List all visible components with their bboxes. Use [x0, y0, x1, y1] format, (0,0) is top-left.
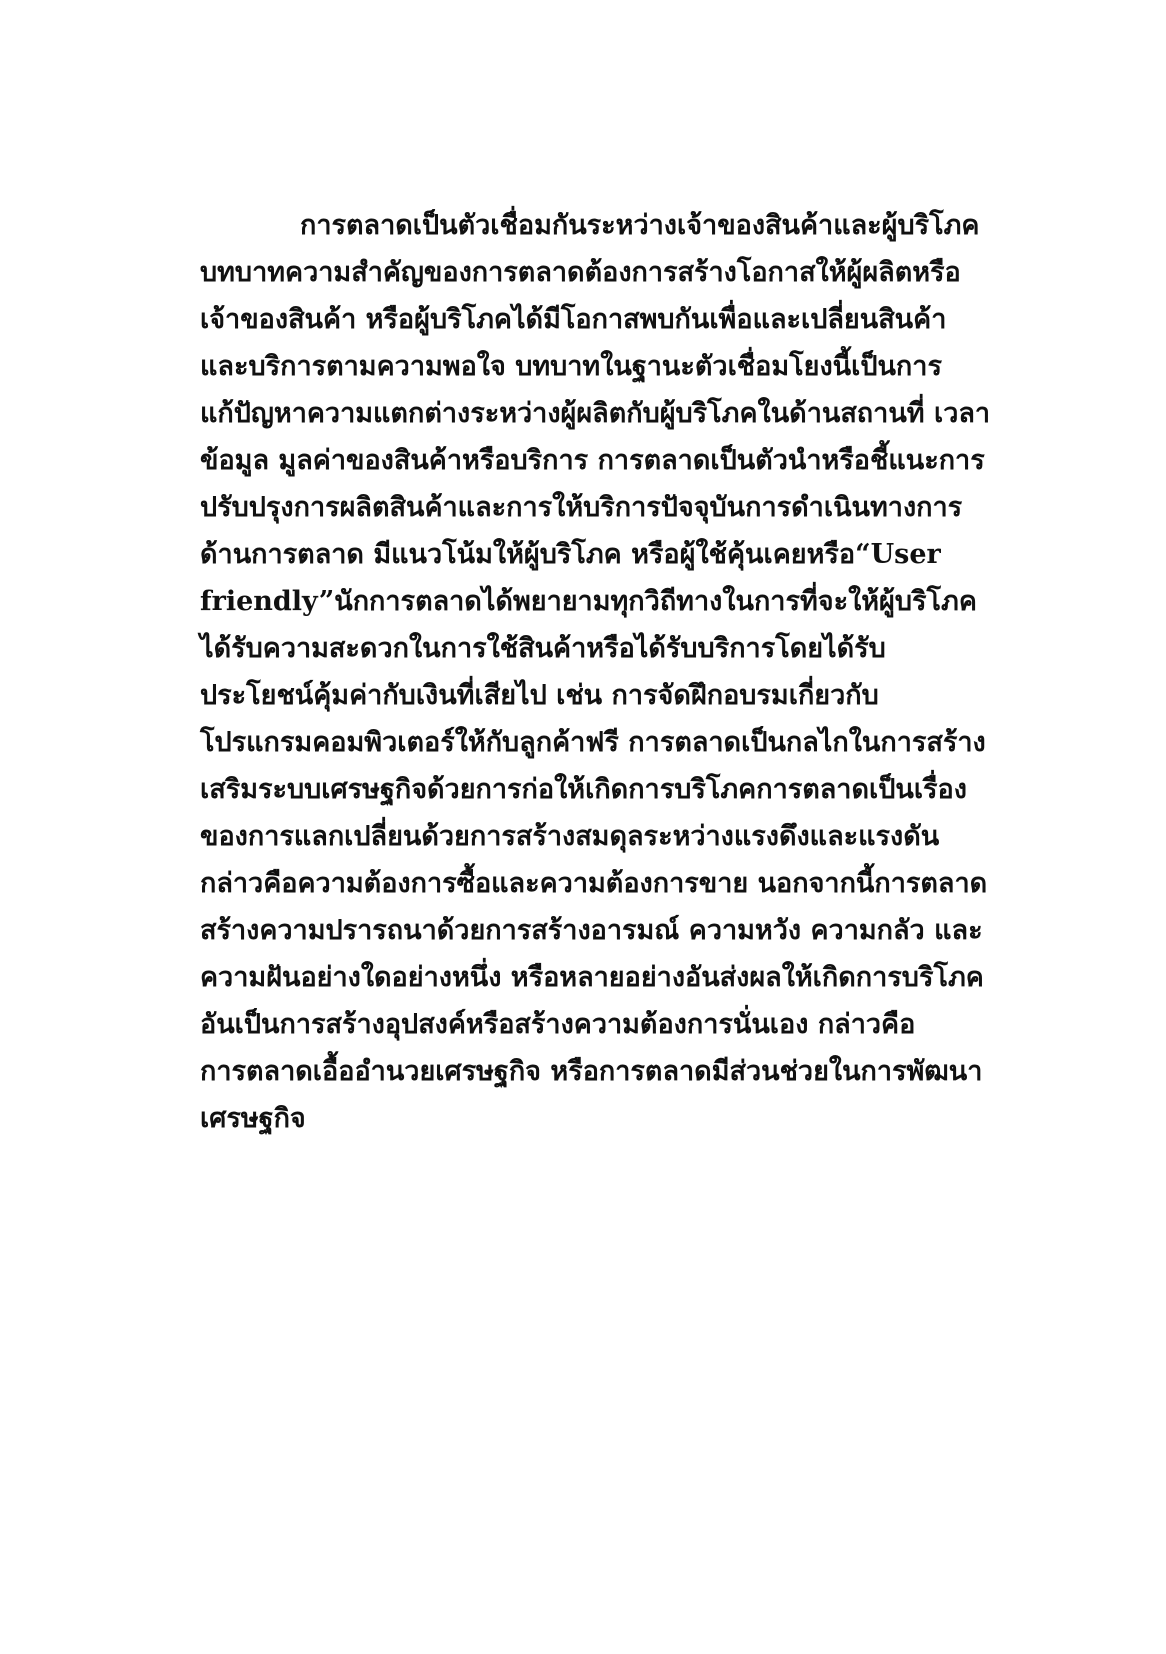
paragraph-line: เจ้าของสินค้า หรือผู้บริโภคได้มีโอกาสพบกันเพื่อและเปลี่ยนสินค้า — [200, 304, 947, 335]
paragraph-line: การตลาดเอื้ออำนวยเศรษฐกิจ หรือการตลาดมีส่วนช่วยในการพัฒนา — [200, 1056, 983, 1087]
paragraph-line: ของการแลกเปลี่ยนด้วยการสร้างสมดุลระหว่างแรงดึงและแรงดัน — [200, 821, 940, 852]
paragraph-line: ข้อมูล มูลค่าของสินค้าหรือบริการ การตลาดเป็นตัวนำหรือชี้แนะการ — [200, 445, 985, 476]
paragraph-line: ประโยชน์คุ้มค่ากับเงินที่เสียไป เช่น การจัดฝึกอบรมเกี่ยวกับ — [200, 680, 879, 711]
paragraph-line: เศรษฐกิจ — [200, 1103, 306, 1134]
paragraph-line: ด้านการตลาด มีแนวโน้มให้ผู้บริโภค หรือผู้ใช้คุ้นเคยหรือ“User — [200, 539, 941, 570]
paragraph-line: การตลาดเป็นตัวเชื่อมกันระหว่างเจ้าของสินค้าและผู้บริโภค — [300, 210, 980, 241]
paragraph-line: และบริการตามความพอใจ บทบาทในฐานะตัวเชื่อมโยงนี้เป็นการ — [200, 351, 942, 382]
paragraph-line: เสริมระบบเศรษฐกิจด้วยการก่อให้เกิดการบริโภคการตลาดเป็นเรื่อง — [200, 774, 967, 805]
paragraph-line: สร้างความปรารถนาด้วยการสร้างอารมณ์ ความหวัง ความกลัว และ — [200, 915, 983, 946]
paragraph-line: friendly”นักการตลาดได้พยายามทุกวิถีทางในการที่จะให้ผู้บริโภค — [200, 586, 977, 617]
paragraph-line: ปรับปรุงการผลิตสินค้าและการให้บริการปัจจุบันการดำเนินทางการ — [200, 492, 963, 523]
paragraph-line: อันเป็นการสร้างอุปสงค์หรือสร้างความต้องการนั่นเอง กล่าวคือ — [200, 1009, 916, 1040]
paragraph-line: ความฝันอย่างใดอย่างหนึ่ง หรือหลายอย่างอันส่งผลให้เกิดการบริโภค — [200, 962, 984, 993]
paragraph-line: กล่าวคือความต้องการซื้อและความต้องการขาย นอกจากนี้การตลาด — [200, 868, 988, 899]
paragraph-line: แก้ปัญหาความแตกต่างระหว่างผู้ผลิตกับผู้บริโภคในด้านสถานที่ เวลา — [200, 398, 991, 429]
paragraph-line: ได้รับความสะดวกในการใช้สินค้าหรือได้รับบริการโดยได้รับ — [200, 633, 886, 664]
body-paragraph — [200, 202, 991, 1142]
paragraph-line: บทบาทความสำคัญของการตลาดต้องการสร้างโอกาสให้ผู้ผลิตหรือ — [200, 257, 961, 288]
paragraph-line: โปรแกรมคอมพิวเตอร์ให้กับลูกค้าฟรี การตลาดเป็นกลไกในการสร้าง — [200, 727, 986, 758]
